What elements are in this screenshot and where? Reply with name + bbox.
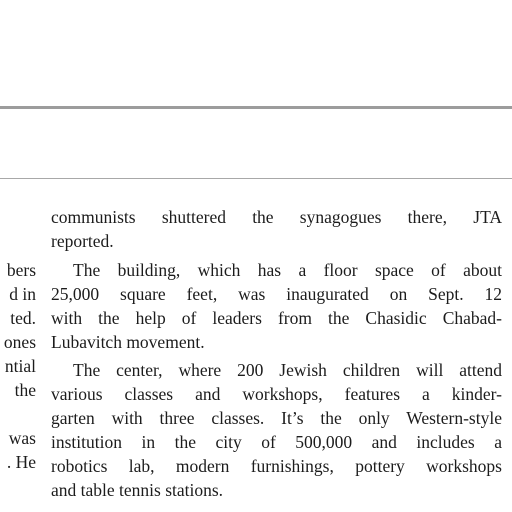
left-column-fragment: ones	[3, 332, 36, 352]
body-line: Lubavitch movement.	[51, 332, 205, 352]
body-line: robotics lab, modern furnishings, pottery workshops	[51, 456, 502, 476]
left-column-fragment: d in	[9, 284, 36, 304]
header-divider	[0, 106, 512, 109]
body-line: reported.	[51, 231, 114, 251]
body-line: institution in the city of 500,000 and includes a	[51, 432, 502, 452]
body-line: and table tennis stations.	[51, 480, 224, 500]
body-line: with the help of leaders from the Chasidic Chabad-	[51, 308, 502, 328]
section-divider	[0, 178, 512, 179]
left-column-fragment: ted.	[10, 308, 36, 328]
left-column-fragment: the	[14, 380, 36, 400]
body-line: communists shuttered the synagogues there, JTA	[51, 207, 502, 227]
body-line: The center, where 200 Jewish children will attend	[73, 360, 502, 380]
body-line: 25,000 square feet, was inaugurated on Sept. 12	[51, 284, 502, 304]
left-column-fragment: was	[8, 428, 36, 448]
body-line: garten with three classes. It’s the only Western-style	[51, 408, 502, 428]
body-line: The building, which has a floor space of about	[73, 260, 502, 280]
left-column-fragment: ntial	[4, 356, 36, 376]
body-line: various classes and workshops, features a kinder-	[51, 384, 502, 404]
left-column-fragment: . He	[6, 452, 36, 472]
left-column-fragment: bers	[6, 260, 36, 280]
